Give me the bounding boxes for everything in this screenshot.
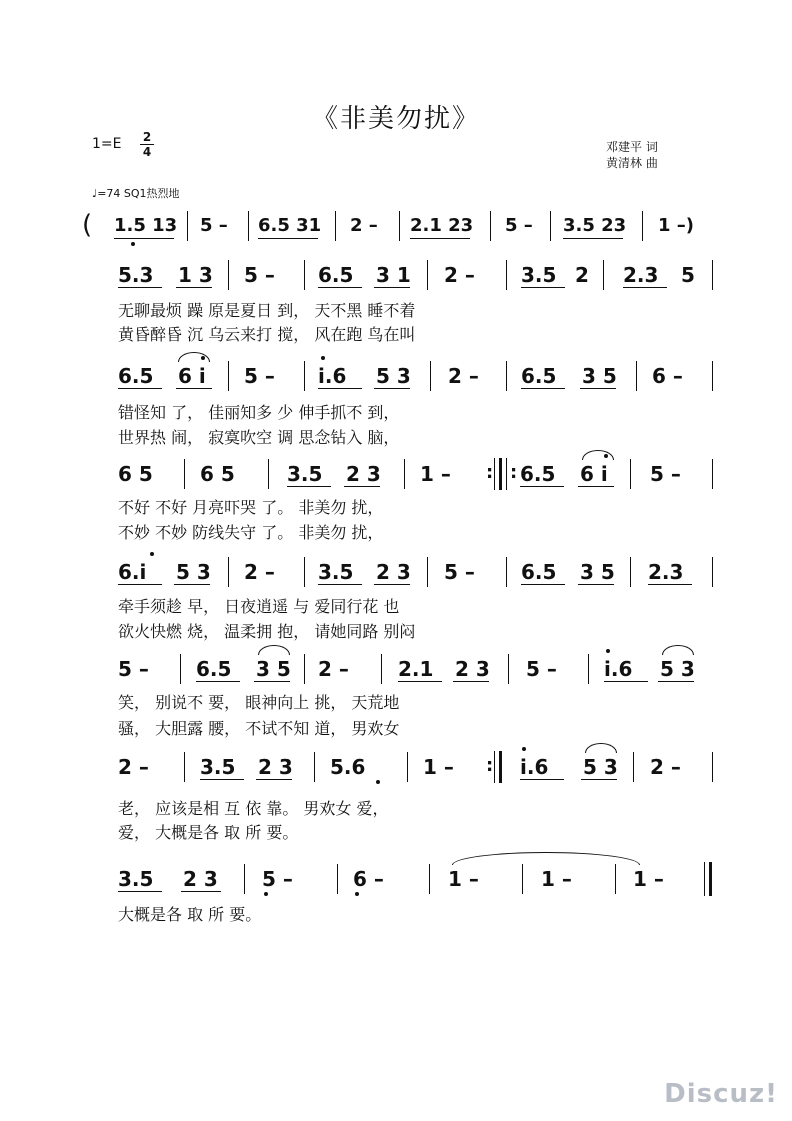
- measure-notes: 5 –: [244, 364, 275, 388]
- measure-notes: 2 –: [318, 657, 349, 681]
- lyric-line-2: 欲火快燃 烧， 温柔拥 抱， 请她同路 别闷: [118, 622, 416, 641]
- measure-notes: 5.3: [118, 263, 154, 287]
- lyricist-credit: 邓建平 词: [606, 140, 658, 154]
- lyric-line-1: 笑， 别说不 要， 眼神向上 挑， 天荒地: [118, 693, 400, 712]
- measure-notes: 1 –: [541, 867, 572, 891]
- measure-notes: 5 –: [244, 263, 275, 287]
- measure-notes: 5 –: [118, 657, 149, 681]
- measure-notes: 2 3: [376, 560, 411, 584]
- measure-notes: 5 3: [660, 657, 695, 681]
- measure-notes: 5 –: [262, 867, 293, 891]
- intro-group: 5 –: [200, 215, 228, 236]
- measure-notes: 2: [575, 263, 589, 287]
- lyric-line-2: 骚， 大胆露 腰， 不试不知 道， 男欢女: [118, 719, 400, 738]
- slur: [582, 450, 614, 460]
- measure-notes: 1 –: [633, 867, 664, 891]
- time-sig-top: 2: [142, 130, 152, 144]
- measure-notes: 5.6: [330, 755, 366, 779]
- time-signature: [140, 131, 154, 158]
- intro-group: 2.1 23: [410, 215, 474, 236]
- measure-notes: 2.3: [648, 560, 684, 584]
- key-signature: 1=E: [92, 136, 122, 152]
- measure-notes: 6 5: [200, 462, 235, 486]
- measure-notes: 2 –: [244, 560, 275, 584]
- measure-notes: 3 5: [256, 657, 291, 681]
- measure-notes: 6.5: [318, 263, 354, 287]
- measure-notes: 3.5: [521, 263, 557, 287]
- intro-group: 6.5 31: [258, 215, 322, 236]
- measure-notes: 5 3: [583, 755, 618, 779]
- slur: [585, 743, 617, 753]
- measure-notes: 6 –: [652, 364, 683, 388]
- measure-notes: 2.1: [398, 657, 434, 681]
- lyric-line-2: 黄昏醉昏 沉 乌云来打 搅， 风在跑 鸟在叫: [118, 325, 416, 344]
- measure-notes: 6.5: [521, 364, 557, 388]
- intro-group: 2 –: [350, 215, 378, 236]
- measure-notes: 2 3: [455, 657, 490, 681]
- tie: [452, 852, 640, 865]
- measure-notes: 3.5: [200, 755, 236, 779]
- measure-notes: 6 i: [178, 364, 206, 388]
- measure-notes: 5 –: [444, 560, 475, 584]
- composer-credit: 黄清林 曲: [606, 156, 658, 170]
- measure-notes: 2 –: [448, 364, 479, 388]
- lyric-line-2: 不妙 不妙 防线失守 了。 非美勿 扰，: [118, 523, 384, 542]
- intro-group: 3.5 23: [563, 215, 627, 236]
- measure-notes: i.6: [604, 657, 633, 681]
- tempo-marking: ♩=74 SQ1热烈地: [92, 187, 180, 200]
- repeat-end-sign: :: [486, 755, 494, 776]
- repeat-start-sign: :: [510, 462, 518, 483]
- intro-open-paren: (: [82, 210, 93, 240]
- repeat-end-sign: :: [486, 462, 494, 483]
- measure-notes: 6.5: [118, 364, 154, 388]
- measure-notes: 3.5: [318, 560, 354, 584]
- intro-group: 5 –: [505, 215, 533, 236]
- song-title: 《非美勿扰》: [311, 104, 480, 134]
- measure-notes: 2 –: [118, 755, 149, 779]
- measure-notes: 2 3: [183, 867, 218, 891]
- measure-notes: 5 3: [176, 560, 211, 584]
- lyric-line-1: 老， 应该是相 互 依 靠。 男欢女 爱，: [118, 799, 389, 818]
- measure-notes: 6.5: [520, 462, 556, 486]
- lyric-line-1: 错怪知 了， 佳丽知多 少 伸手抓不 到，: [118, 403, 400, 422]
- measure-notes: 6 –: [353, 867, 384, 891]
- measure-notes: 1 –: [420, 462, 451, 486]
- lyric-line-1: 无聊最烦 躁 原是夏日 到， 天不黑 睡不着: [118, 301, 416, 320]
- lyric-line-1: 不好 不好 月亮吓哭 了。 非美勿 扰，: [118, 498, 384, 517]
- measure-notes: 2.3: [623, 263, 659, 287]
- measure-notes: 5 3: [376, 364, 411, 388]
- intro-group: 1 –): [658, 215, 695, 236]
- measure-notes: 6.i: [118, 560, 147, 584]
- measure-notes: 3 5: [580, 560, 615, 584]
- measure-notes: 3.5: [118, 867, 154, 891]
- measure-notes: 5 –: [650, 462, 681, 486]
- measure-notes: 6 5: [118, 462, 153, 486]
- measure-notes: 6.5: [196, 657, 232, 681]
- measure-notes: 6 i: [580, 462, 608, 486]
- lyric-line-2: 世界热 闹， 寂寞吹空 调 思念钻入 脑，: [118, 428, 400, 447]
- lyric-line-1: 大概是各 取 所 要。: [118, 905, 262, 924]
- measure-notes: 1 –: [423, 755, 454, 779]
- lyric-line-2: 爱， 大概是各 取 所 要。: [118, 823, 299, 842]
- measure-notes: 2 –: [650, 755, 681, 779]
- measure-notes: 3 5: [582, 364, 617, 388]
- measure-notes: i.6: [318, 364, 347, 388]
- measure-notes: 5: [681, 263, 695, 287]
- slur: [258, 645, 290, 655]
- time-sig-bottom: 4: [142, 145, 152, 159]
- measure-notes: 3 1: [376, 263, 411, 287]
- measure-notes: 2 –: [444, 263, 475, 287]
- slur: [178, 352, 210, 362]
- lyric-line-1: 牵手须趁 早， 日夜逍遥 与 爱同行花 也: [118, 597, 400, 616]
- measure-notes: i.6: [520, 755, 549, 779]
- intro-group: 1.5 13: [114, 215, 178, 236]
- measure-notes: 2 3: [258, 755, 293, 779]
- measure-notes: 1 3: [178, 263, 213, 287]
- slur: [662, 645, 694, 655]
- measure-notes: 3.5: [287, 462, 323, 486]
- forum-watermark: Discuz!: [664, 1079, 778, 1109]
- measure-notes: 1 –: [448, 867, 479, 891]
- measure-notes: 5 –: [526, 657, 557, 681]
- measure-notes: 6.5: [521, 560, 557, 584]
- measure-notes: 2 3: [346, 462, 381, 486]
